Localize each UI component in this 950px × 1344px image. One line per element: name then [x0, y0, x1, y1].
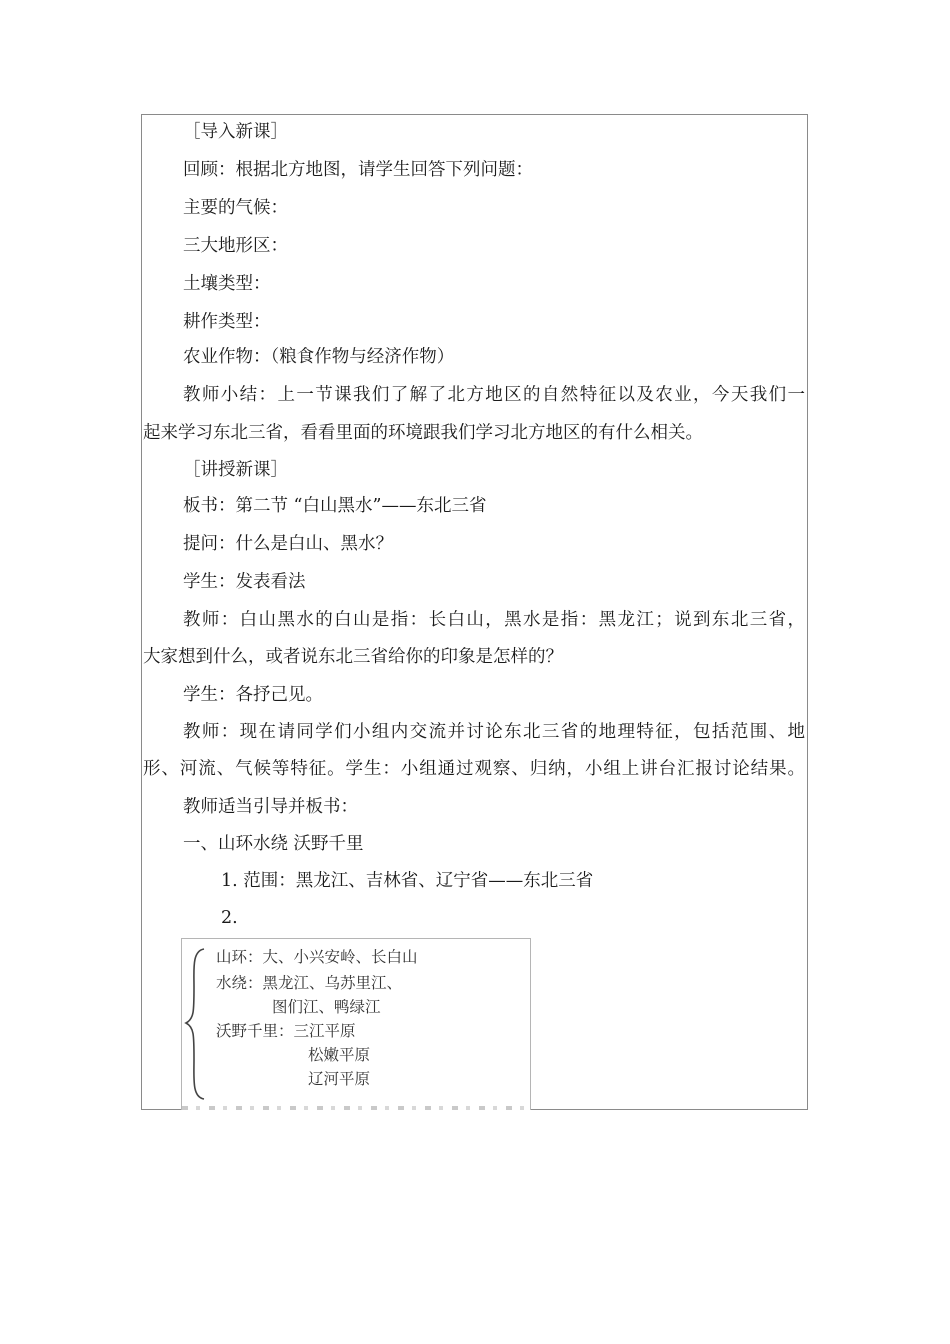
- cropped-edge: [182, 1106, 530, 1110]
- heading-mountains-rivers: 一、山环水绕 沃野千里: [183, 834, 364, 854]
- student-line-2: 学生：各抒己见。: [183, 685, 323, 705]
- board-row-plains: 沃野千里：三江平原: [216, 1022, 356, 1040]
- teacher-line-2a: 教师：现在请同学们小组内交流并讨论东北三省的地理特征，包括范围、地: [183, 722, 805, 742]
- board-notes-image: [181, 938, 531, 1110]
- board-row-plain-liaohe: 辽河平原: [308, 1070, 371, 1088]
- list-item-2: 2.: [221, 908, 238, 928]
- teacher-guide-line: 教师适当引导并板书：: [183, 797, 358, 817]
- student-line-1: 学生：发表看法: [183, 572, 306, 592]
- item-landforms: 三大地形区：: [183, 236, 288, 256]
- board-row-plain-songnen: 松嫩平原: [308, 1046, 371, 1064]
- board-title: 板书：第二节 “白山黑水”——东北三省: [183, 496, 487, 516]
- paragraph-summary-line2: 起来学习东北三省，看看里面的环境跟我们学习北方地区的有什么相关。: [143, 423, 703, 443]
- item-crops: 农业作物：（粮食作物与经济作物）: [183, 347, 455, 367]
- paragraph-review: 回顾：根据北方地图，请学生回答下列问题：: [183, 160, 533, 180]
- section-heading-intro: ［导入新课］: [183, 122, 288, 142]
- board-row-mountains: 山环：大、小兴安岭、长白山: [216, 948, 418, 966]
- item-soil: 土壤类型：: [183, 274, 271, 294]
- board-row-rivers: 水绕：黑龙江、乌苏里江、: [216, 974, 403, 992]
- section-heading-new-lesson: ［讲授新课］: [183, 460, 288, 480]
- item-climate: 主要的气候：: [183, 198, 288, 218]
- board-row-rivers-cont: 图们江、鸭绿江: [272, 998, 381, 1016]
- teacher-line-2b: 形、河流、气候等特征。学生：小组通过观察、归纳，小组上讲台汇报讨论结果。: [143, 759, 805, 779]
- teacher-line-1a: 教师：白山黑水的白山是指：长白山，黑水是指：黑龙江；说到东北三省，: [183, 610, 805, 630]
- question-line: 提问：什么是白山、黑水？: [183, 534, 393, 554]
- list-item-scope: 1. 范围：黑龙江、吉林省、辽宁省——东北三省: [221, 871, 594, 891]
- teacher-line-1b: 大家想到什么，或者说东北三省给你的印象是怎样的？: [143, 647, 563, 667]
- item-farming: 耕作类型：: [183, 312, 271, 332]
- paragraph-summary-line1: 教师小结：上一节课我们了解了北方地区的自然特征以及农业，今天我们一: [183, 385, 805, 405]
